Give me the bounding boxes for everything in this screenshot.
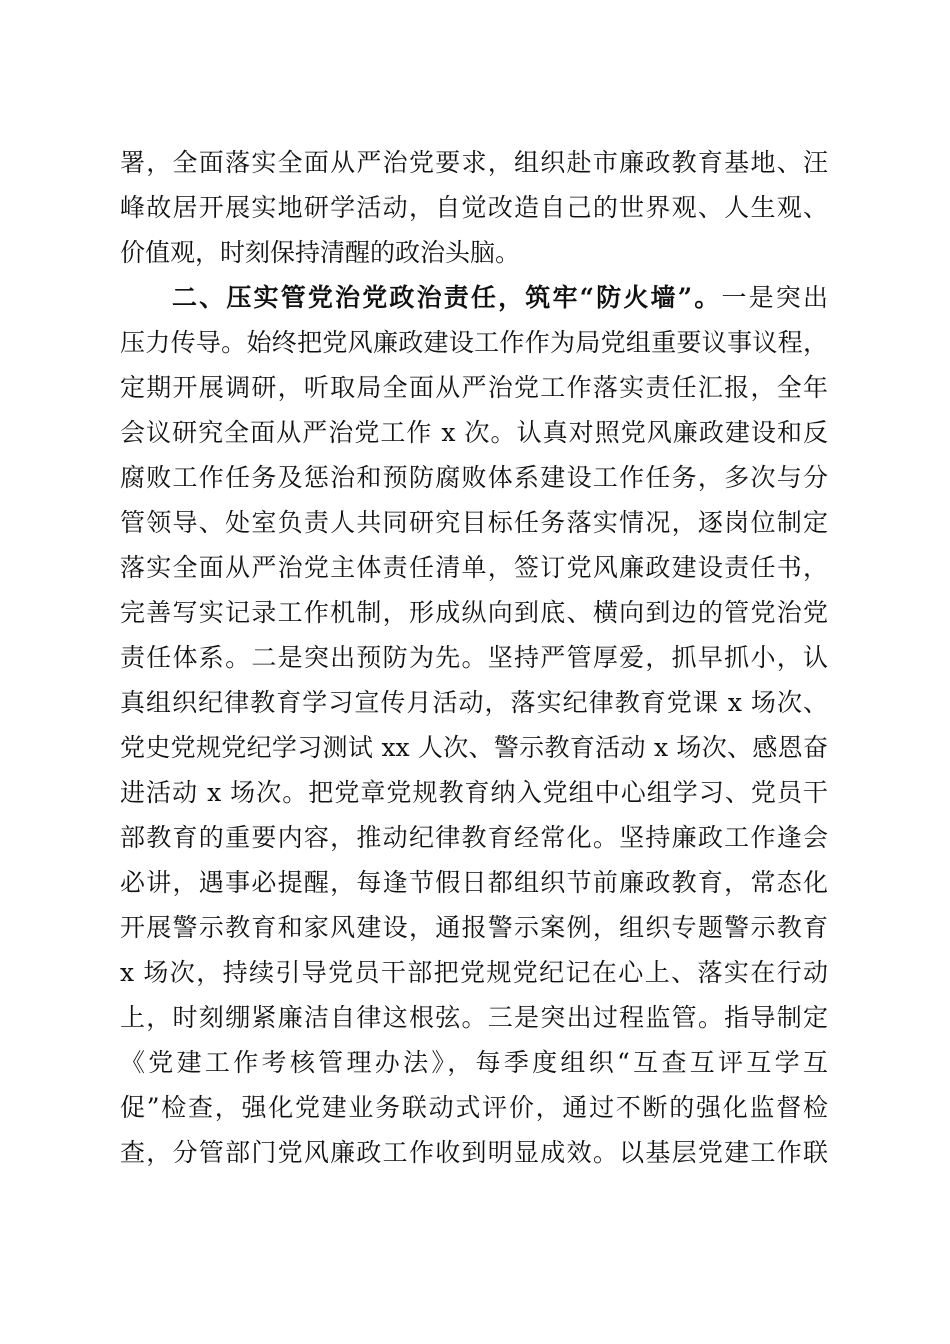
text-span: 一是突出 bbox=[721, 283, 828, 312]
text-line: 价值观，时刻保持清醒的政治头脑。 bbox=[120, 238, 521, 267]
text-line: 署，全面落实全面从严治党要求，组织赴市廉政教育基地、汪 bbox=[120, 148, 828, 177]
text-line: 上，时刻绷紧廉洁自律这根弦。三是突出过程监管。指导制定 bbox=[120, 1003, 828, 1032]
text-line: 完善写实记录工作机制，形成纵向到底、横向到边的管党治党 bbox=[120, 598, 828, 627]
text-line: 开展警示教育和家风建设，通报警示案例，组织专题警示教育 bbox=[120, 913, 828, 942]
text-line: 落实全面从严治党主体责任清单，签订党风廉政建设责任书， bbox=[120, 553, 828, 582]
text-line: 会议研究全面从严治党工作 x 次。认真对照党风廉政建设和反 bbox=[120, 418, 828, 447]
text-line: 促”检查，强化党建业务联动式评价，通过不断的强化监督检 bbox=[120, 1093, 828, 1122]
text-line: 真组织纪律教育学习宣传月活动，落实纪律教育党课 x 场次、 bbox=[120, 688, 828, 717]
text-line: 峰故居开展实地研学活动，自觉改造自己的世界观、人生观、 bbox=[120, 193, 828, 222]
text-line: 责任体系。二是突出预防为先。坚持严管厚爱，抓早抓小，认 bbox=[120, 643, 828, 672]
section-heading-line bbox=[120, 275, 828, 320]
text-line: x 场次，持续引导党员干部把党规党纪记在心上、落实在行动 bbox=[120, 958, 828, 987]
section-heading: 二、压实管党治党政治责任，筑牢“防火墙”。 bbox=[172, 283, 722, 312]
text-line: 《党建工作考核管理办法》，每季度组织“互查互评互学互 bbox=[120, 1048, 828, 1077]
text-line: 党史党规党纪学习测试 xx 人次、警示教育活动 x 场次、感恩奋 bbox=[120, 733, 828, 762]
text-line: 部教育的重要内容，推动纪律教育经常化。坚持廉政工作逢会 bbox=[120, 823, 828, 852]
text-line: 查，分管部门党风廉政工作收到明显成效。以基层党建工作联 bbox=[120, 1138, 828, 1167]
text-line: 管领导、处室负责人共同研究目标任务落实情况，逐岗位制定 bbox=[120, 508, 828, 537]
document-body bbox=[120, 140, 828, 1175]
text-line: 必讲，遇事必提醒，每逢节假日都组织节前廉政教育，常态化 bbox=[120, 868, 828, 897]
text-line: 腐败工作任务及惩治和预防腐败体系建设工作任务，多次与分 bbox=[120, 463, 828, 492]
text-line: 压力传导。始终把党风廉政建设工作作为局党组重要议事议程， bbox=[120, 328, 828, 357]
text-line: 进活动 x 场次。把党章党规教育纳入党组中心组学习、党员干 bbox=[120, 778, 828, 807]
text-line: 定期开展调研，听取局全面从严治党工作落实责任汇报，全年 bbox=[120, 373, 828, 402]
